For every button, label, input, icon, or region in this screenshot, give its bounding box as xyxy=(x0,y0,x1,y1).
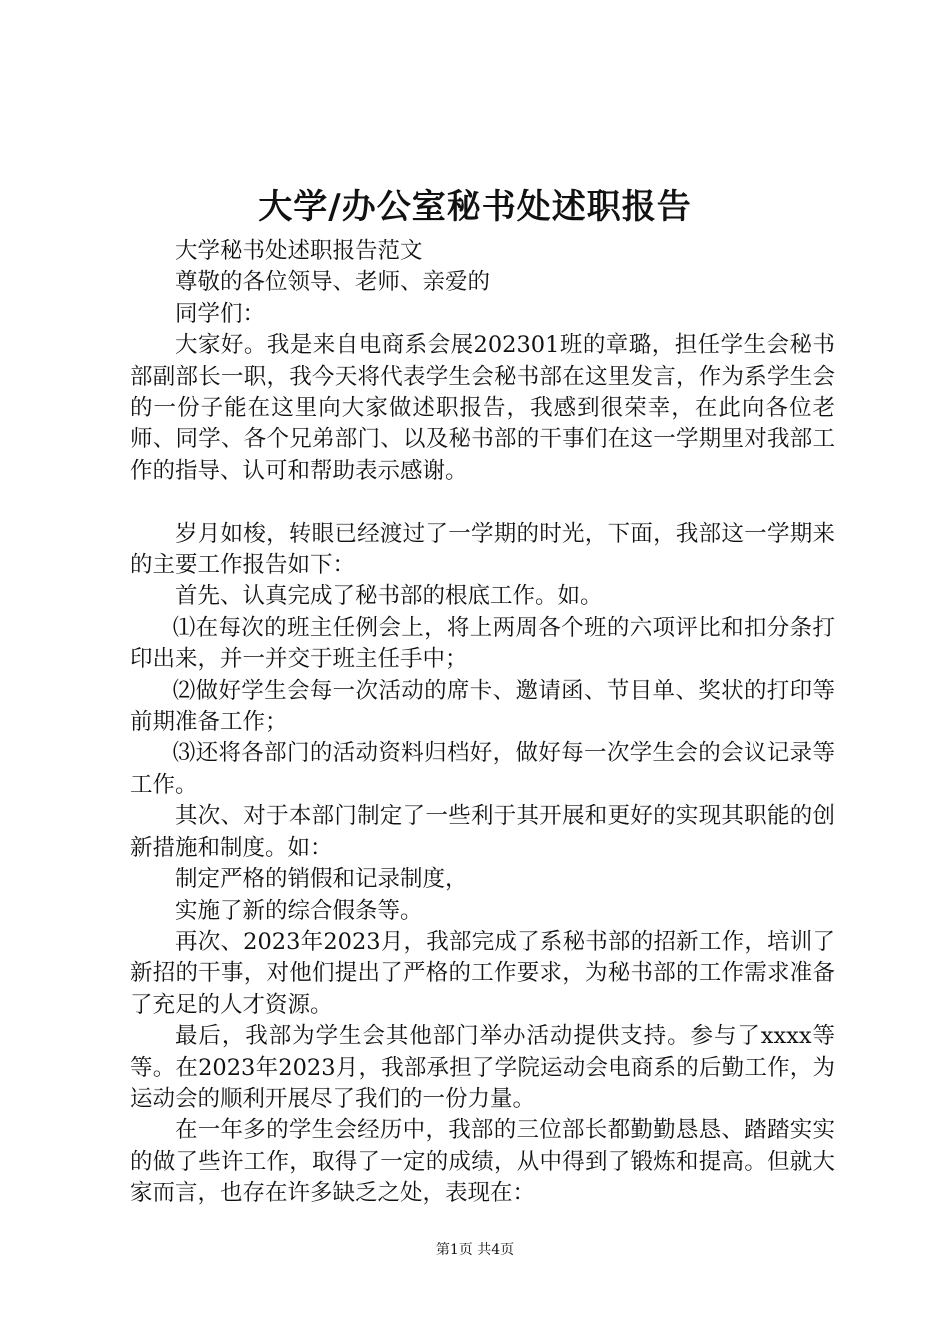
paragraph-third: 再次、2023年2023月，我部完成了系秘书部的招新工作，培训了新招的干事，对他们提出了严格的工作要求，为秘书部的工作需求准备了充足的人才资源。 xyxy=(130,928,835,1018)
paragraph-intro: 大家好。我是来自电商系会展202301班的章璐，担任学生会秘书部副部长一职，我今天将代表学生会秘书部在这里发言，作为系学生会的一份子能在这里向大家做述职报告，我感到很荣幸，在此向各位老师、同学、各个兄弟部门、以及秘书部的干事们在这一学期里对我部工作的指导、认可和帮助表示感谢。 xyxy=(130,332,835,484)
page-footer: 第1页 共4页 xyxy=(435,1242,515,1258)
paragraph-salutation-cont: 同学们： xyxy=(175,300,266,327)
paragraph-overview: 岁月如梭，转眼已经渡过了一学期的时光，下面，我部这一学期来的主要工作报告如下： xyxy=(130,520,835,579)
paragraph-rule-2: 实施了新的综合假条等。 xyxy=(175,897,423,924)
document-body xyxy=(130,236,835,1210)
paragraph-salutation: 尊敬的各位领导、老师、亲爱的 xyxy=(175,269,491,296)
paragraph-summary: 在一年多的学生会经历中，我部的三位部长都勤勤恳恳、踏踏实实的做了些许工作，取得了一定的成绩，从中得到了锻炼和提高。但就大家而言，也存在许多缺乏之处，表现在： xyxy=(130,1117,835,1207)
list-item-3: ⑶还将各部门的活动资料归档好，做好每一次学生会的会议记录等工作。 xyxy=(130,740,835,798)
paragraph-first: 首先、认真完成了秘书部的根底工作。如。 xyxy=(175,583,603,610)
document-title: 大学/办公室秘书处述职报告 xyxy=(258,187,692,227)
list-item-1: ⑴在每次的班主任例会上，将上两周各个班的六项评比和扣分条打印出来，并一并交于班主任手中； xyxy=(130,614,835,673)
list-item-2: ⑵做好学生会每一次活动的席卡、邀请函、节目单、奖状的打印等前期准备工作； xyxy=(130,677,835,736)
paragraph-fourth: 最后，我部为学生会其他部门举办活动提供支持。参与了xxxx等等。在2023年2023月，我部承担了学院运动会电商系的后勤工作，为运动会的顺利开展尽了我们的一份力量。 xyxy=(130,1023,835,1112)
paragraph-second: 其次、对于本部门制定了一些利于其开展和更好的实现其职能的创新措施和制度。如： xyxy=(130,803,835,861)
paragraph-spacer xyxy=(130,487,835,518)
paragraph-rule-1: 制定严格的销假和记录制度， xyxy=(175,866,468,893)
paragraph-heading: 大学秘书处述职报告范文 xyxy=(175,238,423,264)
